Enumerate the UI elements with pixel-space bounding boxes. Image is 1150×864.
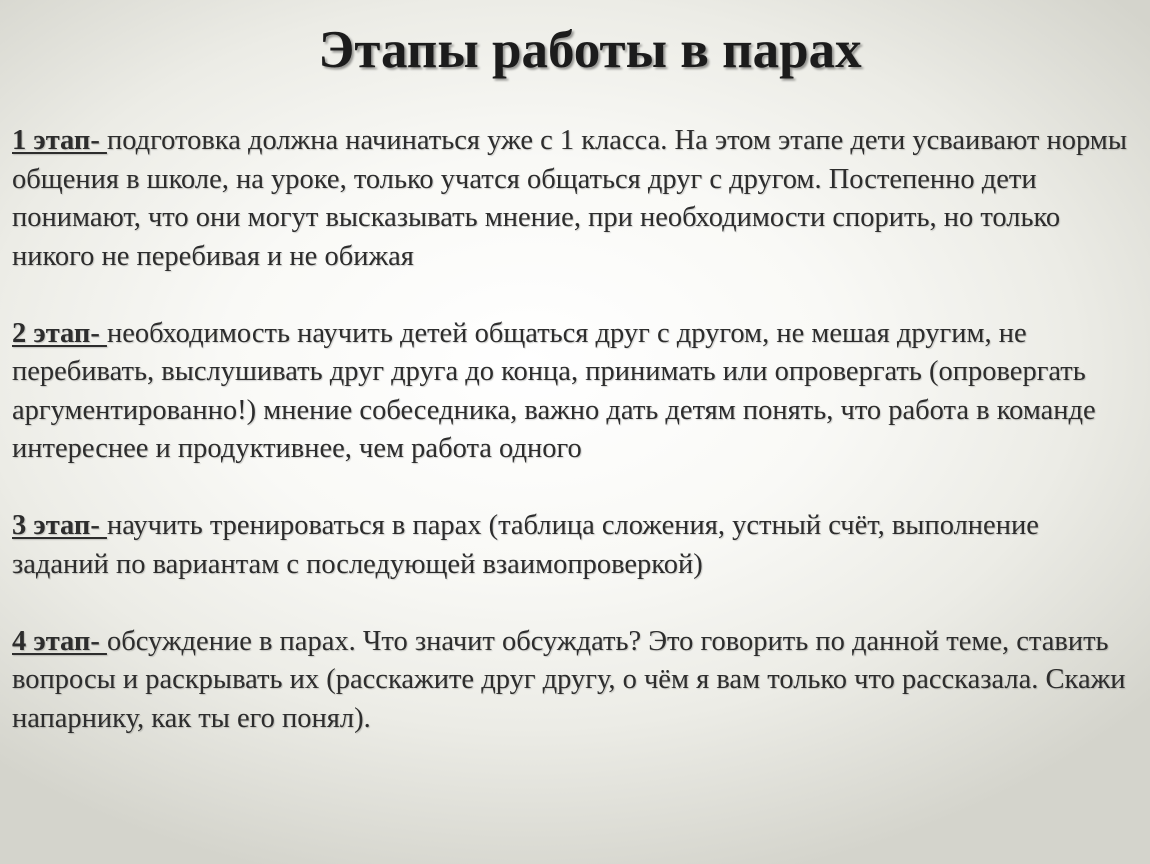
- stage-3-label: 3 этап-: [12, 510, 107, 541]
- stage-2: [12, 315, 1142, 469]
- stage-4-label: 4 этап-: [12, 625, 107, 657]
- stage-2-text: необходимость научить детей общаться друг с другом, не мешая другим, не перебивать, выслушивать друг друга до конца, принимать или опровергать (опровергать аргументированно!) мнение собеседника, важно дать детям понять, что работа в команде интереснее и продуктивнее, чем работа одного: [12, 317, 1096, 464]
- stage-1: [12, 122, 1142, 276]
- stage-3: [12, 507, 1142, 584]
- stages-list: [12, 122, 1142, 738]
- stage-4: [12, 623, 1142, 739]
- stage-2-label: 2 этап-: [12, 317, 107, 349]
- stage-1-label: 1 этап-: [12, 125, 107, 156]
- slide-title: Этапы работы в парах: [318, 21, 862, 79]
- stage-1-text: подготовка должна начинаться уже с 1 класса. На этом этапе дети усваивают нормы общения в школе, на уроке, только учатся общаться друг с другом. Постепенно дети понимают, что они могут высказывать мнение, при необходимости спорить, но только никого не перебивая и не обижая: [12, 125, 1127, 272]
- stage-4-text: обсуждение в парах. Что значит обсуждать? Это говорить по данной теме, ставить вопросы и раскрывать их (расскажите друг другу, о чём я вам только что рассказала. Скажи напарнику, как ты его понял).: [12, 625, 1126, 734]
- stage-3-text: научить тренироваться в парах (таблица сложения, устный счёт, выполнение заданий по вариантам с последующей взаимопроверкой): [12, 510, 1039, 580]
